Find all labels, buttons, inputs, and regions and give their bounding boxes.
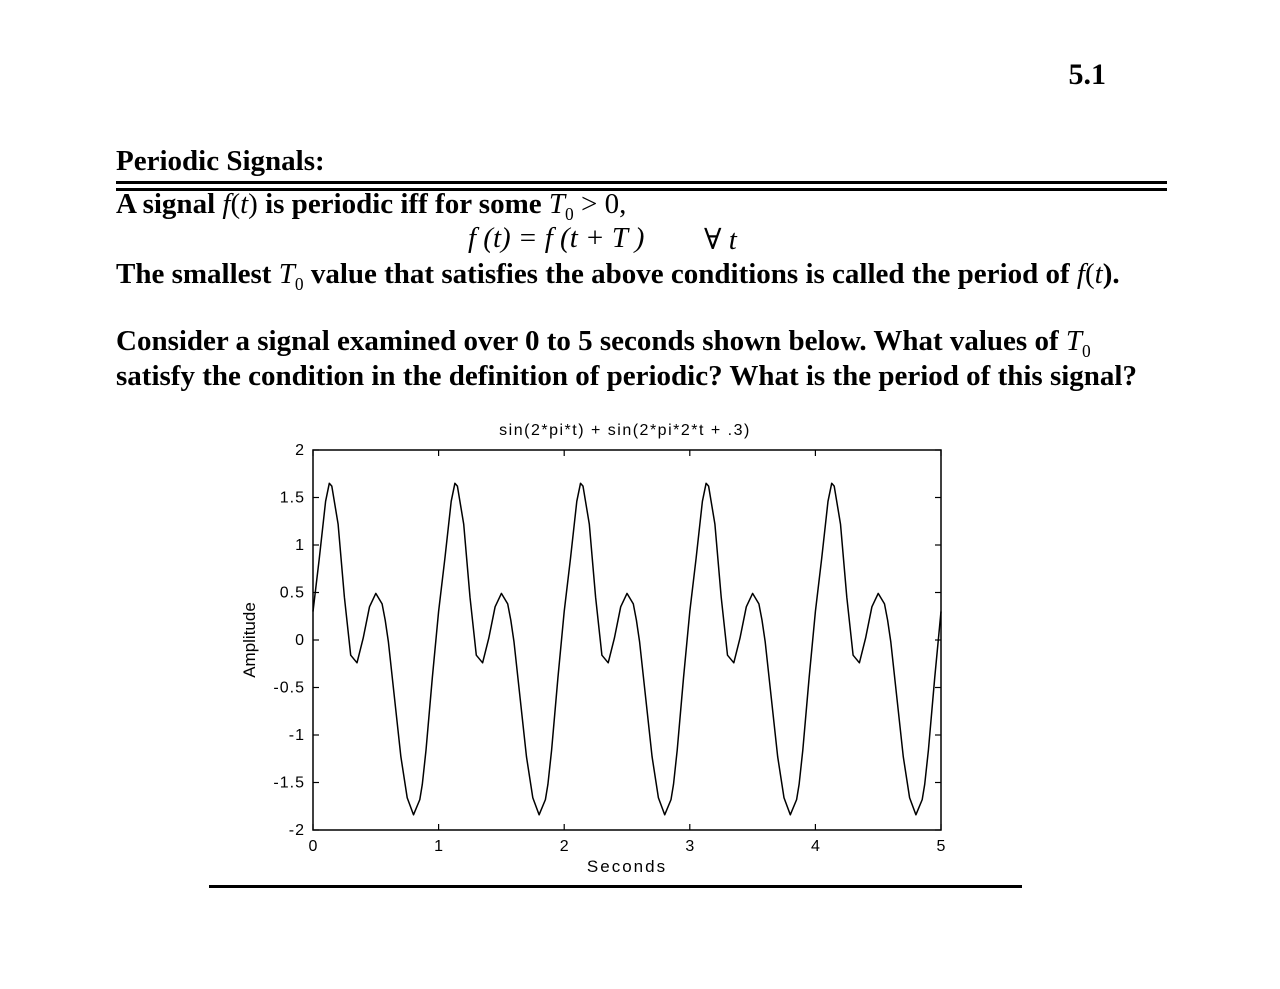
definition-intro-t: t	[240, 188, 249, 220]
x-tick-label: 0	[308, 838, 318, 855]
definition-intro-prefix: A signal	[116, 188, 223, 220]
definition-smallest	[116, 258, 1120, 295]
equation-formula: f (t) = f (t + T )	[468, 222, 645, 254]
bottom-rule	[209, 885, 1022, 888]
x-tick-label: 5	[936, 838, 946, 855]
definition-intro-middle: is periodic iff for some	[257, 188, 549, 220]
y-tick-label: -0.5	[273, 679, 305, 697]
y-tick-label: -1	[288, 727, 305, 744]
y-tick-label: 0	[295, 632, 305, 649]
y-tick-label: 1	[295, 537, 305, 554]
x-tick-labels	[309, 838, 946, 855]
smallest-sub: 0	[294, 273, 304, 294]
section-title: Periodic Signals:	[116, 145, 325, 177]
paren-open: (	[230, 188, 241, 220]
x-tick-label: 3	[685, 838, 695, 855]
x-tick-label: 4	[810, 838, 820, 855]
question-line-2: satisfy the condition in the definition of periodic? What is the period of this signal?	[116, 360, 1137, 392]
definition-intro-f: f	[222, 188, 231, 220]
y-tick-labels	[273, 442, 305, 839]
question-line1-T: T	[1065, 325, 1082, 357]
question-line1-sub: 0	[1082, 340, 1091, 361]
paren-open: (	[1084, 258, 1095, 290]
smallest-middle: value that satisfies the above conditions is called the period of	[303, 258, 1077, 290]
smallest-f: f	[1076, 258, 1085, 290]
smallest-t: t	[1094, 258, 1103, 290]
y-tick-label: 2	[295, 442, 305, 459]
y-tick-label: 1.5	[279, 489, 305, 507]
y-axis-label: Amplitude	[240, 602, 259, 678]
definition-intro-T: T	[548, 188, 566, 220]
paren-close: )	[248, 188, 258, 220]
smallest-prefix: The smallest	[116, 258, 279, 290]
question-line-1	[116, 325, 1091, 362]
question-line1-prefix: Consider a signal examined over 0 to 5 seconds shown below. What values of	[116, 325, 1066, 357]
definition-intro-sub: 0	[565, 203, 574, 224]
y-tick-label: 0.5	[279, 584, 305, 602]
y-tick-label: -2	[288, 822, 305, 839]
chart-title: sin(2*pi*t) + sin(2*pi*2*t + .3)	[499, 422, 751, 439]
tick-marks	[313, 450, 941, 830]
x-tick-label: 1	[434, 838, 444, 855]
plot-frame	[313, 450, 941, 830]
equation-forall: ∀ t	[704, 224, 737, 256]
x-tick-label: 2	[559, 838, 569, 855]
periodicity-equation	[468, 222, 737, 256]
smallest-suffix: ).	[1102, 258, 1120, 290]
definition-intro-suffix: > 0,	[573, 188, 627, 220]
signal-chart	[230, 415, 990, 880]
signal-line	[313, 483, 941, 815]
x-axis-label: Seconds	[586, 857, 668, 876]
smallest-T: T	[278, 258, 295, 290]
definition-intro	[116, 188, 626, 225]
page-number: 5.1	[1068, 58, 1106, 91]
y-tick-label: -1.5	[273, 774, 305, 792]
